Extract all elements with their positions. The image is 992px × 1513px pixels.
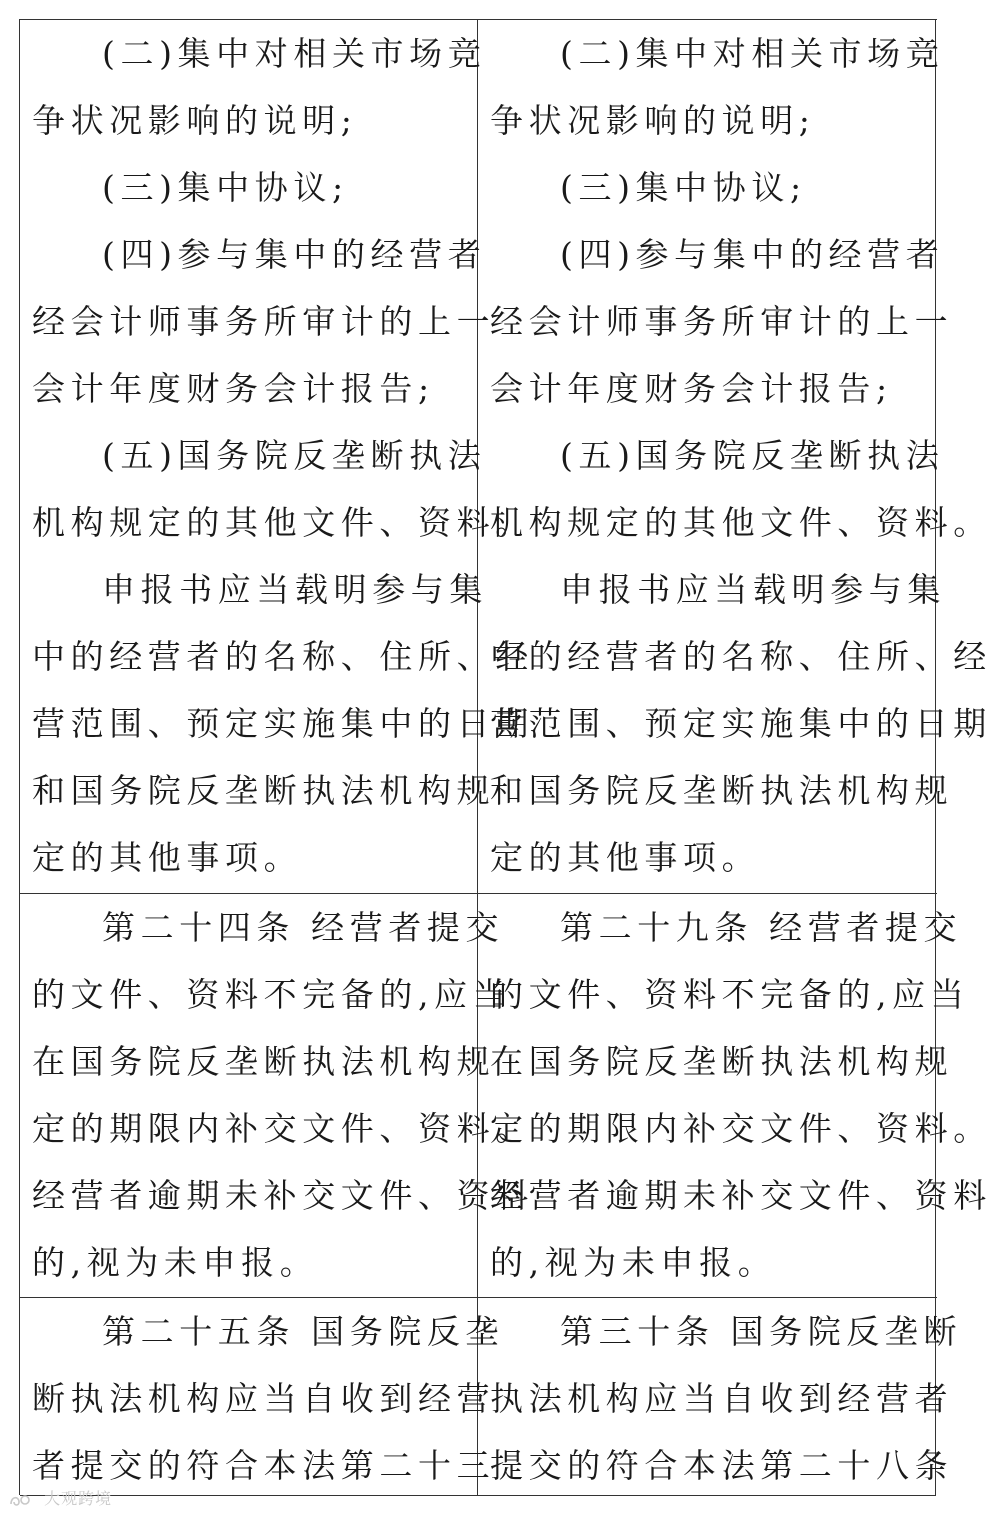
comparison-table [19, 19, 992, 1495]
table-cell-right [478, 1298, 963, 1496]
table-cell-right [478, 894, 992, 1297]
text-line: 和国务院反垄断执法机构规 [32, 771, 496, 810]
text-line: 提交的符合本法第二十八条 [490, 1446, 954, 1485]
table-row [20, 894, 992, 1298]
text-line: 执法机构应当自收到经营者 [490, 1379, 954, 1418]
text-line: (二)集中对相关市场竞 [560, 34, 945, 73]
text-line: 争状况影响的说明; [490, 101, 816, 140]
text-line: 的,视为未申报。 [490, 1243, 777, 1282]
text-line: 营范围、预定实施集中的日期 [490, 704, 992, 743]
text-line: 定的期限内补交文件、资料。 [490, 1109, 992, 1148]
text-line: 和国务院反垄断执法机构规 [490, 771, 954, 810]
text-line: 在国务院反垄断执法机构规 [490, 1042, 954, 1081]
text-line: 定的期限内补交文件、资料。 [32, 1109, 534, 1148]
text-line: 申报书应当载明参与集 [560, 570, 946, 609]
table-row [20, 20, 992, 894]
table-cell-left [20, 894, 534, 1297]
text-line: 的文件、资料不完备的,应当 [490, 975, 970, 1014]
text-line: 机构规定的其他文件、资料。 [490, 503, 992, 542]
text-line: 第二十九条 经营者提交 [560, 908, 963, 947]
text-line: 定的其他事项。 [32, 838, 303, 877]
text-line: 断执法机构应当自收到经营 [32, 1379, 496, 1418]
text-line: (四)参与集中的经营者 [102, 235, 487, 274]
text-line: (五)国务院反垄断执法 [102, 436, 487, 475]
text-line: 第三十条 国务院反垄断 [560, 1312, 963, 1351]
watermark-logo-icon [8, 1492, 34, 1508]
text-line: (五)国务院反垄断执法 [560, 436, 945, 475]
text-line: 的文件、资料不完备的,应当 [32, 975, 512, 1014]
text-line: (四)参与集中的经营者 [560, 235, 945, 274]
text-line: 会计年度财务会计报告; [32, 369, 435, 408]
watermark [8, 1486, 112, 1509]
table-cell-left [20, 20, 534, 893]
text-line: 定的其他事项。 [490, 838, 761, 877]
text-line: 的,视为未申报。 [32, 1243, 319, 1282]
table-row [20, 1298, 963, 1496]
text-line: 经营者逾期未补交文件、资料 [32, 1176, 534, 1215]
table-cell-right [478, 20, 992, 893]
text-line: 营范围、预定实施集中的日期 [32, 704, 534, 743]
text-line: 中的经营者的名称、住所、经 [490, 637, 992, 676]
text-line: 第二十五条 国务院反垄 [102, 1312, 505, 1351]
watermark-text: 大观跨境 [44, 1489, 113, 1508]
text-line: 在国务院反垄断执法机构规 [32, 1042, 496, 1081]
text-line: 中的经营者的名称、住所、经 [32, 637, 534, 676]
text-line: 申报书应当载明参与集 [102, 570, 488, 609]
text-line: (二)集中对相关市场竞 [102, 34, 487, 73]
text-line: 会计年度财务会计报告; [490, 369, 893, 408]
text-line: 经营者逾期未补交文件、资料 [490, 1176, 992, 1215]
text-line: (三)集中协议; [560, 168, 807, 207]
text-line: (三)集中协议; [102, 168, 349, 207]
table-cell-left [20, 1298, 505, 1496]
text-line: 经会计师事务所审计的上一 [490, 302, 954, 341]
text-line: 经会计师事务所审计的上一 [32, 302, 496, 341]
text-line: 争状况影响的说明; [32, 101, 358, 140]
text-line: 机构规定的其他文件、资料。 [32, 503, 534, 542]
text-line: 第二十四条 经营者提交 [102, 908, 505, 947]
text-line: 者提交的符合本法第二十三 [32, 1446, 496, 1485]
